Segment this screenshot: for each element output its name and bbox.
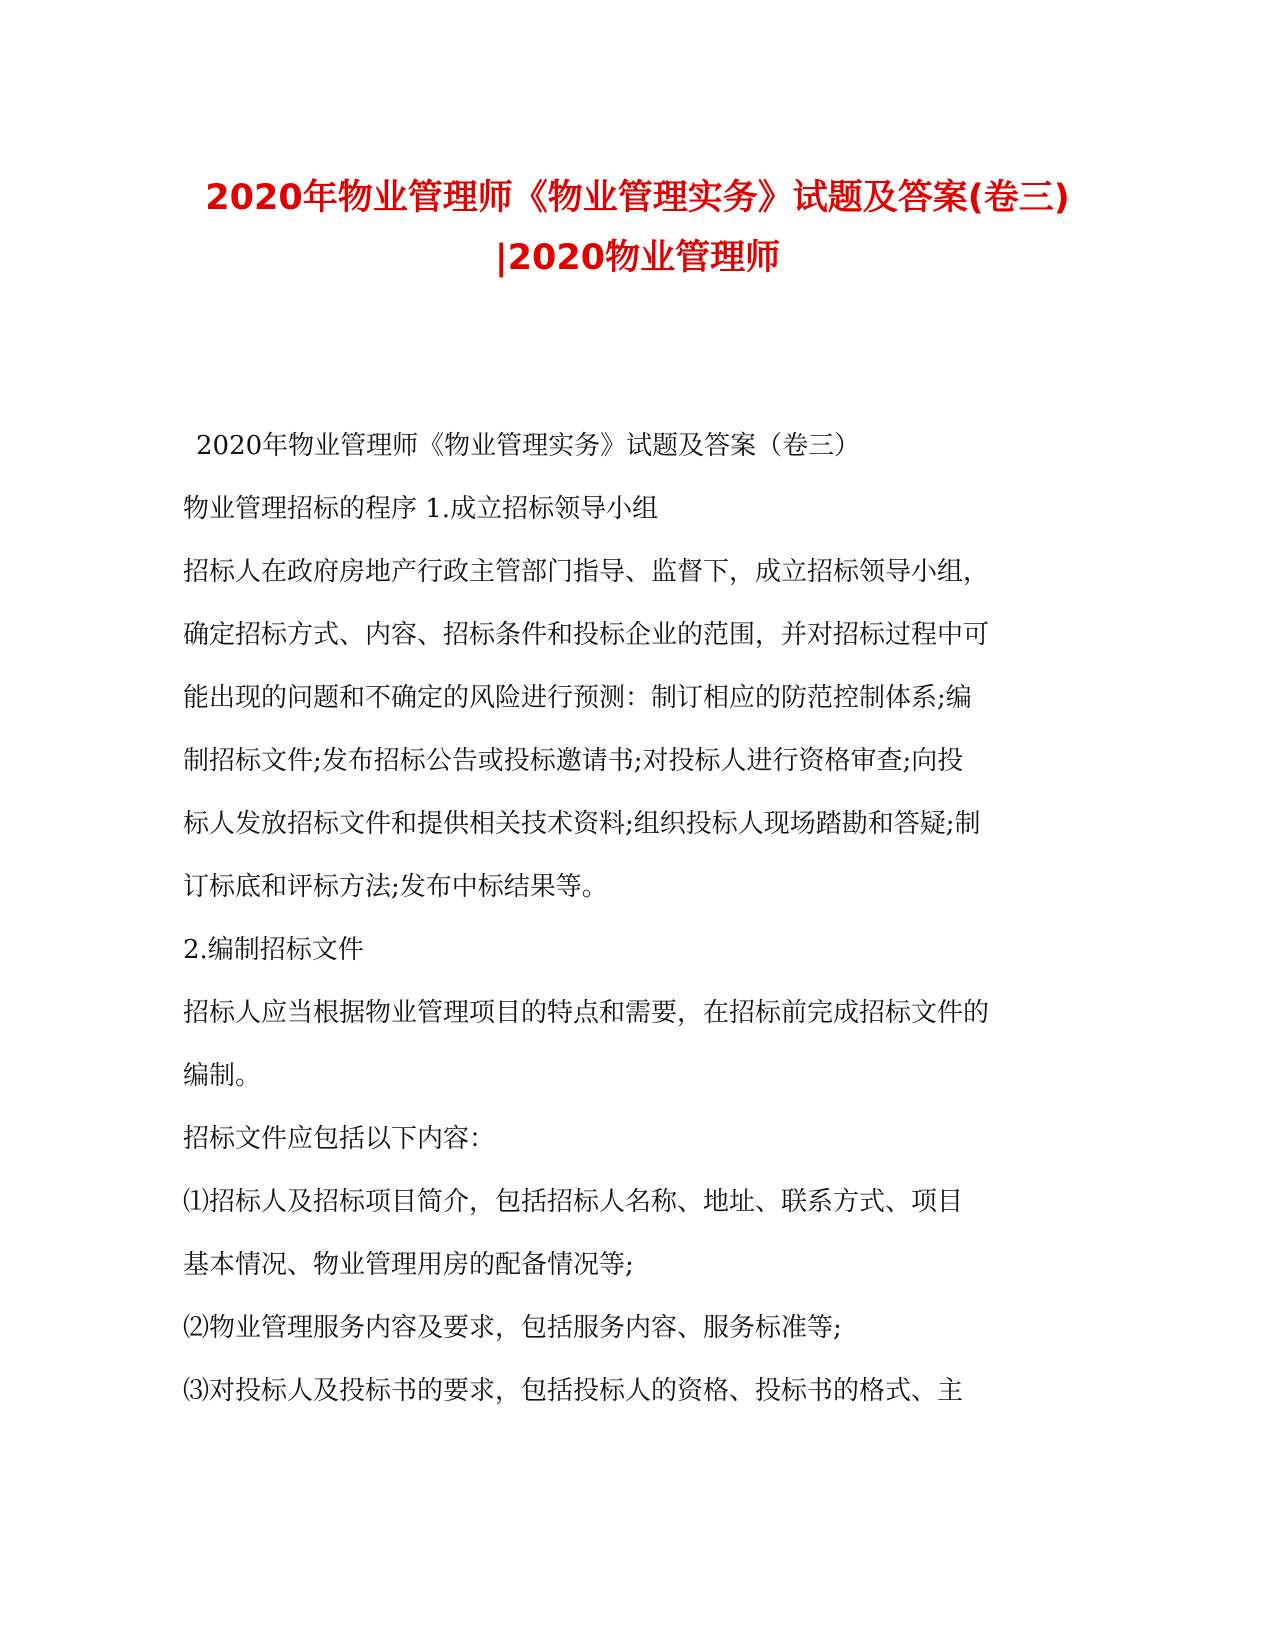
body-line: 制招标文件;发布招标公告或投标邀请书;对投标人进行资格审查;向投 xyxy=(183,746,964,776)
body-line: 基本情况、物业管理用房的配备情况等; xyxy=(183,1250,634,1280)
body-line: 招标文件应包括以下内容： xyxy=(183,1124,496,1154)
body-line: 2020年物业管理师《物业管理实务》试题及答案（卷三） xyxy=(196,431,861,461)
body-line: 能出现的问题和不确定的风险进行预测：制订相应的防范控制体系;编 xyxy=(183,683,972,713)
body-line: ⑴招标人及招标项目简介，包括招标人名称、地址、联系方式、项目 xyxy=(183,1187,964,1217)
body-line: 物业管理招标的程序 1.成立招标领导小组 xyxy=(183,494,659,524)
body-line: 订标底和评标方法;发布中标结果等。 xyxy=(183,872,608,902)
body-line: 编制。 xyxy=(183,1061,262,1091)
title-line-2: |2020物业管理师 xyxy=(494,238,781,278)
body-line: 标人发放招标文件和提供相关技术资料;组织投标人现场踏勘和答疑;制 xyxy=(183,809,981,839)
document-body xyxy=(183,415,1093,1423)
body-line: ⑶对投标人及投标书的要求，包括投标人的资格、投标书的格式、主 xyxy=(183,1376,964,1406)
body-line: ⑵物业管理服务内容及要求，包括服务内容、服务标准等; xyxy=(183,1313,842,1343)
body-line: 招标人应当根据物业管理项目的特点和需要，在招标前完成招标文件的 xyxy=(183,998,990,1028)
body-line: 2.编制招标文件 xyxy=(183,935,364,965)
body-line: 招标人在政府房地产行政主管部门指导、监督下，成立招标领导小组， xyxy=(183,557,990,587)
body-line: 确定招标方式、内容、招标条件和投标企业的范围，并对招标过程中可 xyxy=(183,620,990,650)
title-line-1: 2020年物业管理师《物业管理实务》试题及答案(卷三) xyxy=(205,178,1070,218)
document-title xyxy=(120,168,1155,288)
